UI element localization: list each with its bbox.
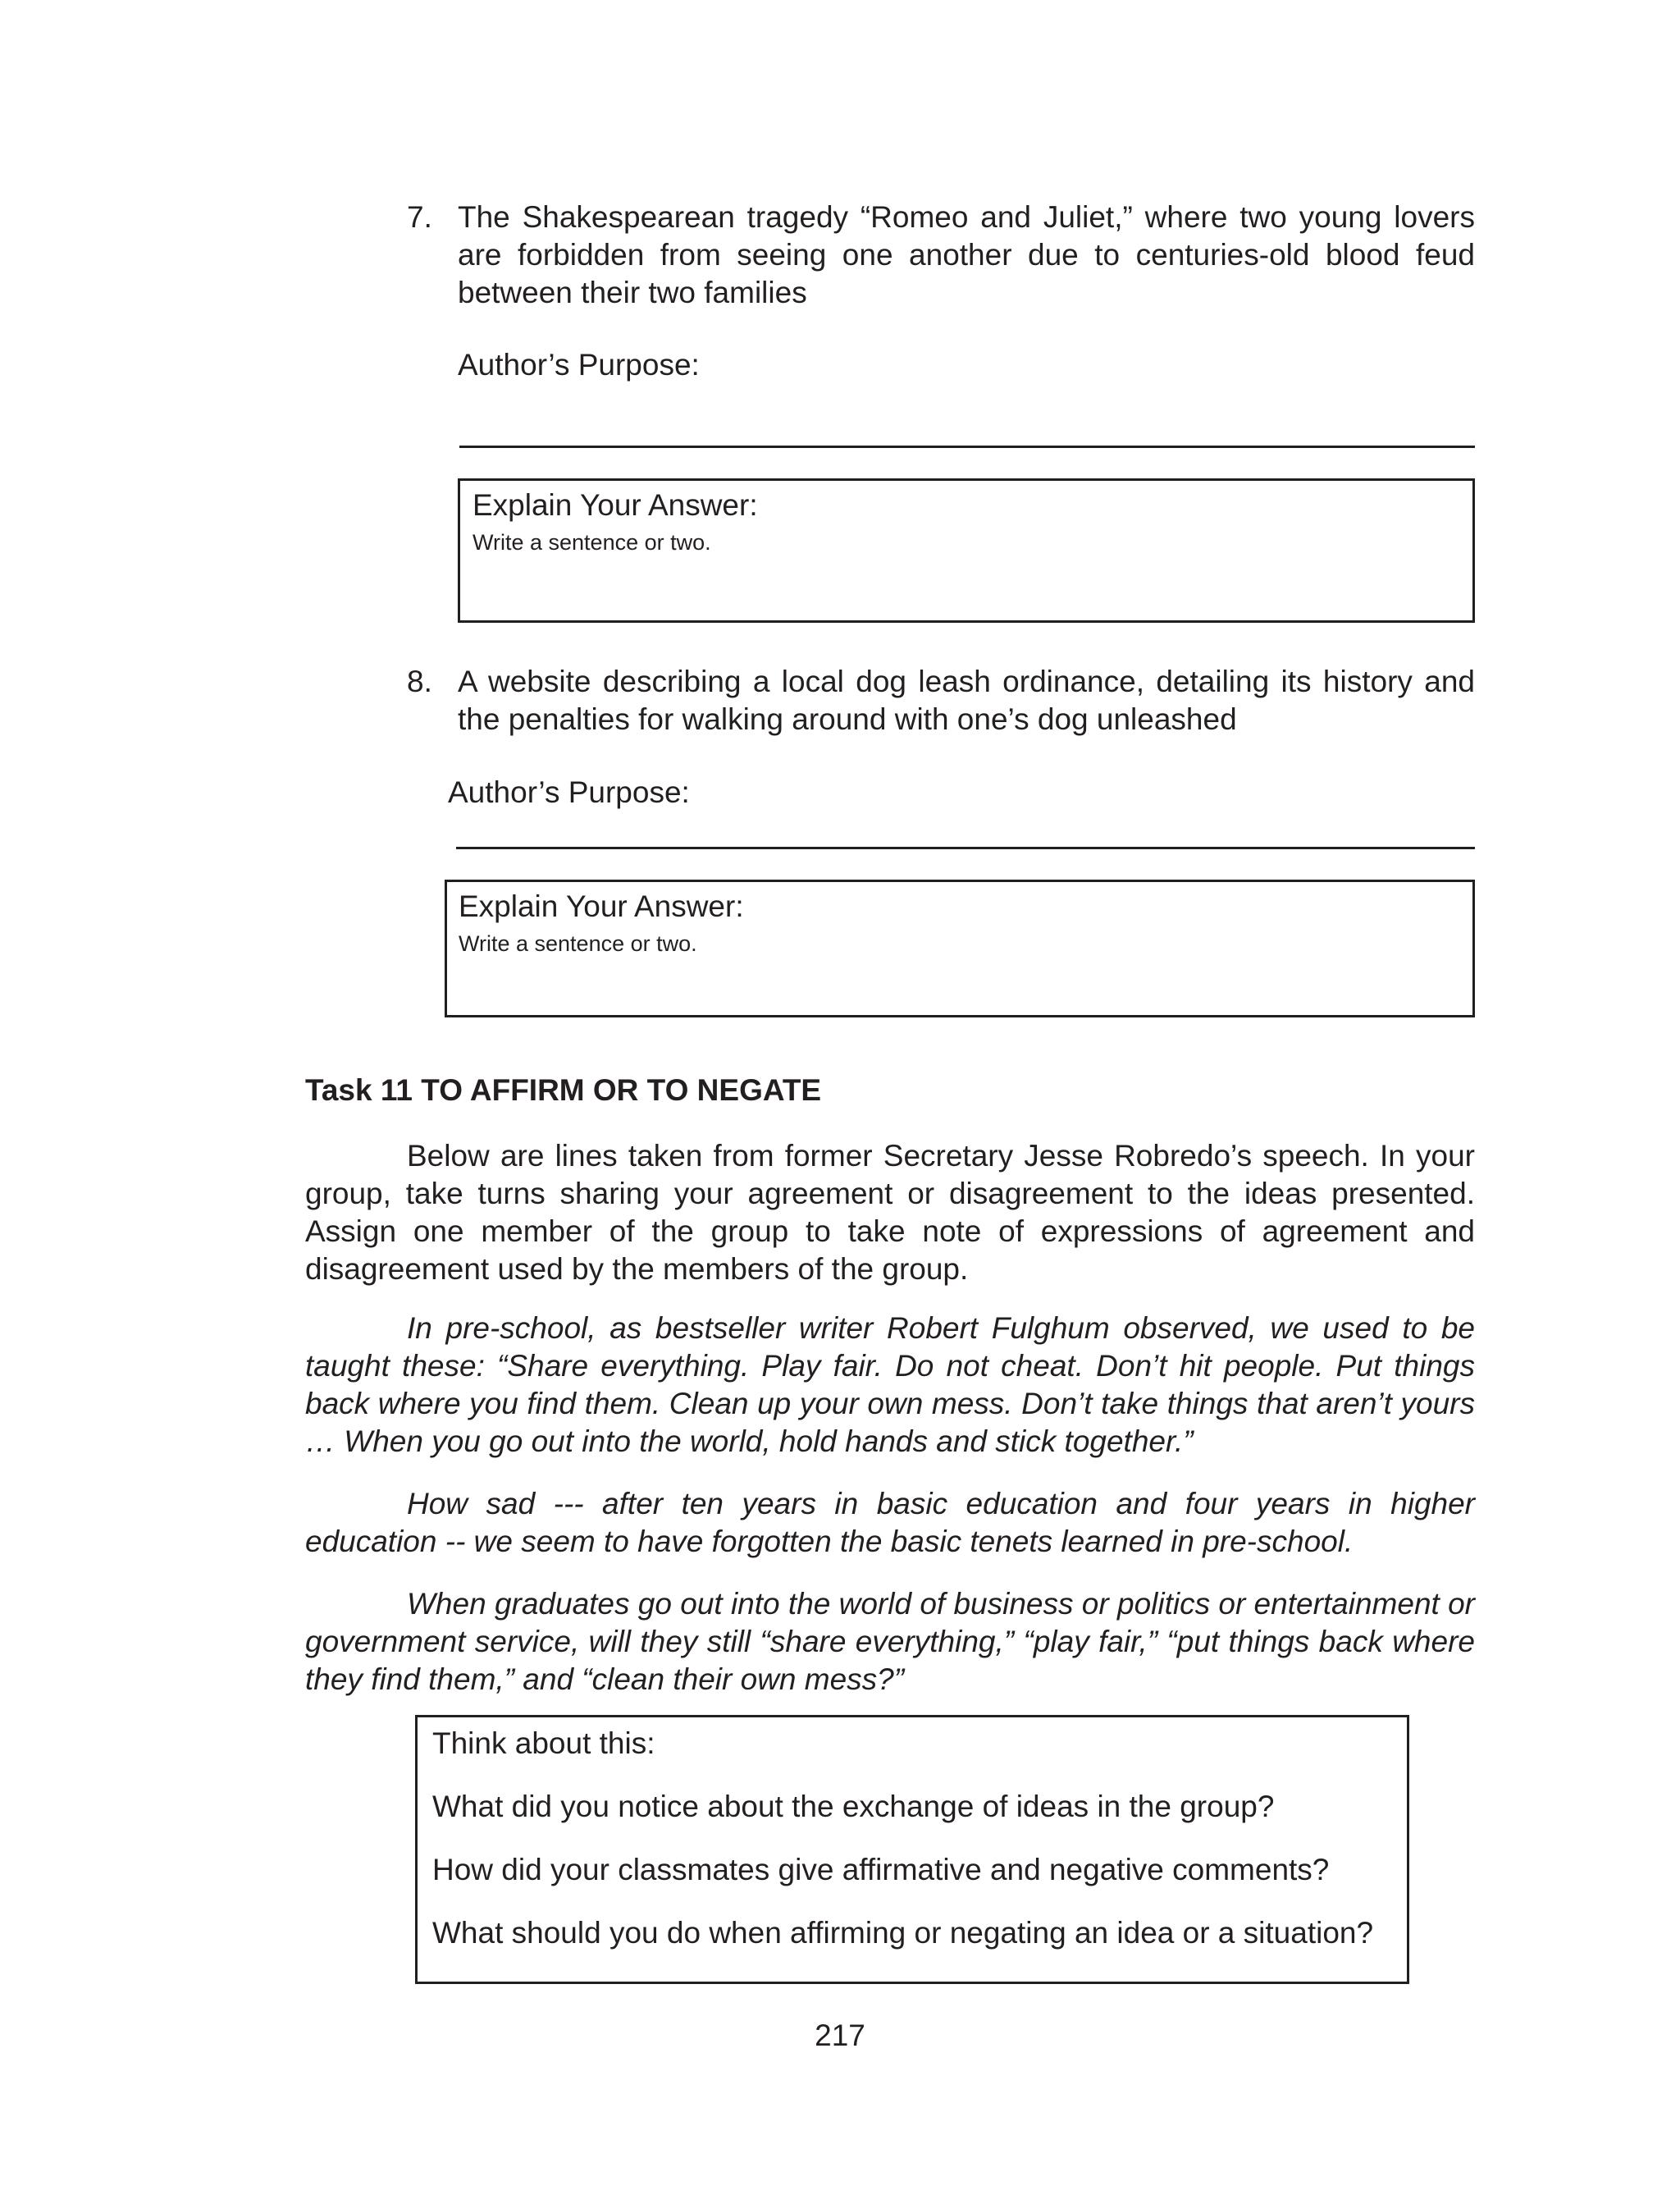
item-8-explain-box[interactable] [445, 880, 1475, 1017]
think-about-box [415, 1715, 1409, 1984]
quote-paragraph-3: When graduates go out into the world of business or politics or entertainment or government service, will they still “share everything,” “play fair,” “put things back where they find them,” and “clean their own mess?” [305, 1587, 1475, 1696]
quote-paragraph-1: In pre-school, as bestseller writer Robert Fulghum observed, we used to be taught these: “Share everything. Play fair. Do not cheat. Don’t hit people. Put things back where you find them. Clean up your own mess. Don’t take things that aren’t yours … When you go out into the world, hold hands and stick together.” [305, 1311, 1475, 1458]
item-7-purpose-label: Author’s Purpose: [458, 348, 700, 382]
item-7-text: The Shakespearean tragedy “Romeo and Juliet,” where two young lovers are forbidden from seeing one another due to centuries-old blood feud between their two families [458, 200, 1475, 309]
item-7-explain-title: Explain Your Answer: [472, 488, 758, 522]
item-8-text: A website describing a local dog leash ordinance, detailing its history and the penalties for walking around with one’s dog unleashed [458, 665, 1475, 736]
item-7-explain-box[interactable] [458, 478, 1475, 623]
item-8-explain-title: Explain Your Answer: [459, 889, 744, 923]
item-8-answer-line[interactable] [456, 847, 1475, 849]
think-question-2: How did your classmates give affirmative and negative comments? [432, 1853, 1330, 1886]
item-8-purpose-label: Author’s Purpose: [448, 775, 690, 809]
item-7-explain-sub: Write a sentence or two. [472, 530, 711, 555]
item-7-answer-line[interactable] [459, 446, 1475, 448]
think-question-1: What did you notice about the exchange of ideas in the group? [432, 1790, 1275, 1823]
quote-paragraph-2: How sad --- after ten years in basic education and four years in higher education -- we seem to have forgotten the basic tenets learned in pre-school. [305, 1487, 1475, 1558]
item-number-7: 7. [407, 200, 432, 234]
task-heading: Task 11 TO AFFIRM OR TO NEGATE [305, 1073, 822, 1107]
item-number-8: 8. [407, 665, 432, 698]
think-box-title: Think about this: [432, 1726, 655, 1760]
item-8-explain-sub: Write a sentence or two. [459, 931, 697, 956]
page-number: 217 [815, 2019, 865, 2052]
task-intro: Below are lines taken from former Secretary Jesse Robredo’s speech. In your group, take turns sharing your agreement or disagreement to the ideas presented. Assign one member of the group to take note of expressions of agreement and disagreement used by the members of the group. [305, 1139, 1475, 1286]
think-question-3: What should you do when affirming or negating an idea or a situation? [432, 1916, 1374, 1950]
